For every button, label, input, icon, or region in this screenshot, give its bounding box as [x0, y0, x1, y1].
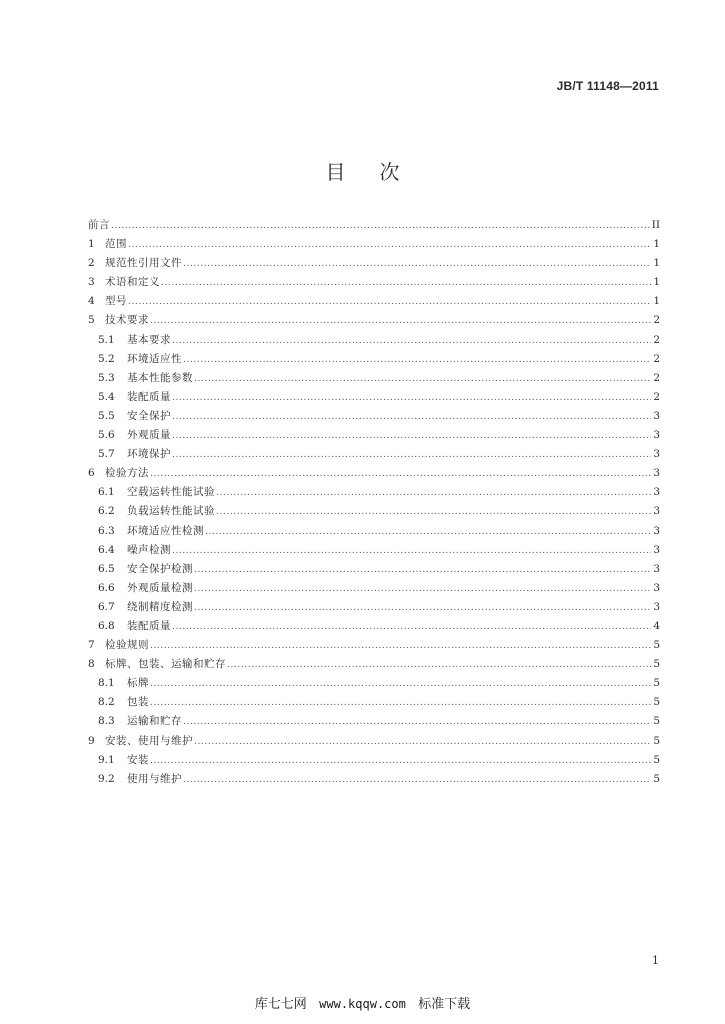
toc-entry[interactable]	[88, 541, 660, 560]
toc-entry-page: 5	[653, 772, 660, 785]
toc-entry-number: 6.7	[98, 600, 115, 613]
toc-entry-page: II	[651, 219, 660, 231]
toc-entry-number: 8.3	[98, 715, 115, 728]
toc-leader-dots	[150, 675, 651, 694]
toc-entry-label: 环境适应性检测	[127, 524, 204, 537]
toc-leader-dots	[150, 694, 651, 713]
toc-entry-label: 安全保护	[127, 409, 171, 422]
toc-entry-number: 9	[88, 734, 95, 747]
toc-entry-label: 安装	[127, 753, 149, 766]
toc-leader-dots	[150, 752, 651, 771]
toc-entry-number: 7	[88, 639, 95, 652]
toc-entry[interactable]	[88, 426, 660, 445]
toc-entry-number: 5	[88, 314, 95, 327]
toc-leader-dots	[183, 351, 651, 370]
toc-entry-page: 3	[653, 486, 660, 499]
toc-entry-page: 2	[653, 352, 660, 365]
toc-entry-label: 装配质量	[127, 390, 171, 403]
toc-entry[interactable]	[88, 464, 660, 483]
toc-entry-number: 6.4	[98, 543, 115, 556]
toc-entry-page: 3	[653, 467, 660, 480]
toc-entry-page: 4	[653, 619, 660, 632]
toc-entry[interactable]	[88, 732, 660, 751]
toc-entry[interactable]	[88, 369, 660, 388]
toc-leader-dots	[216, 503, 651, 522]
toc-entry[interactable]	[88, 273, 660, 292]
toc-entry-label: 检验方法	[105, 467, 149, 480]
toc-entry-page: 5	[653, 677, 660, 690]
toc-entry-label: 基本性能参数	[127, 371, 193, 384]
toc-leader-dots	[194, 599, 651, 618]
toc-entry[interactable]	[88, 655, 660, 674]
toc-leader-dots	[172, 542, 651, 561]
toc-leader-dots	[194, 370, 651, 389]
toc-entry-number: 2	[88, 257, 95, 270]
toc-leader-dots	[183, 713, 651, 732]
toc-entry-number: 6.1	[98, 486, 115, 499]
toc-entry-label: 标牌	[127, 677, 149, 690]
toc-leader-dots	[172, 389, 651, 408]
toc-entry-label: 安全保护检测	[127, 562, 193, 575]
standard-number: JB/T 11148—2011	[556, 79, 659, 93]
toc-entry-number: 6.3	[98, 524, 115, 537]
toc-entry-label: 术语和定义	[105, 276, 160, 289]
toc-entry[interactable]	[88, 311, 660, 330]
toc-entry-label: 环境适应性	[127, 352, 182, 365]
toc-entry-label: 标牌、包装、运输和贮存	[105, 658, 226, 671]
toc-entry-label: 使用与维护	[127, 772, 182, 785]
toc-leader-dots	[150, 465, 651, 484]
toc-entry-number: 3	[88, 276, 95, 289]
toc-entry-number: 8.1	[98, 677, 115, 690]
toc-entry-number: 1	[88, 238, 95, 251]
toc-entry[interactable]	[88, 407, 660, 426]
toc-entry-label: 规范性引用文件	[105, 257, 182, 270]
toc-entry[interactable]	[88, 712, 660, 731]
toc-entry-page: 3	[653, 429, 660, 442]
toc-entry-page: 3	[653, 543, 660, 556]
toc-entry-page: 1	[653, 257, 660, 270]
toc-entry-page: 2	[653, 371, 660, 384]
toc-entry-label: 环境保护	[127, 448, 171, 461]
toc-leader-dots	[172, 427, 651, 446]
toc-leader-dots	[172, 446, 651, 465]
toc-entry-number: 9.1	[98, 753, 115, 766]
toc-entry-page: 3	[653, 600, 660, 613]
toc-entry[interactable]	[88, 617, 660, 636]
toc-entry[interactable]	[88, 770, 660, 789]
toc-entry-label: 装配质量	[127, 619, 171, 632]
toc-leader-dots	[183, 771, 651, 790]
table-of-contents	[88, 216, 660, 789]
toc-leader-dots	[205, 523, 651, 542]
toc-entry-page: 3	[653, 505, 660, 518]
toc-entry-page: 3	[653, 524, 660, 537]
toc-entry-page: 2	[653, 390, 660, 403]
toc-entry[interactable]	[88, 598, 660, 617]
toc-entry-number: 6	[88, 467, 95, 480]
toc-entry-page: 3	[653, 562, 660, 575]
toc-leader-dots	[150, 312, 651, 331]
toc-entry-page: 5	[653, 734, 660, 747]
toc-entry-number: 5.4	[98, 390, 115, 403]
toc-entry-label: 负载运转性能试验	[127, 505, 215, 518]
toc-entry[interactable]	[88, 216, 660, 235]
toc-entry-number: 6.2	[98, 505, 115, 518]
toc-leader-dots	[227, 656, 651, 675]
toc-leader-dots	[172, 332, 651, 351]
toc-leader-dots	[183, 255, 651, 274]
toc-entry-page: 2	[653, 314, 660, 327]
toc-entry[interactable]	[88, 636, 660, 655]
toc-leader-dots	[111, 217, 651, 236]
toc-leader-dots	[172, 618, 651, 637]
toc-entry[interactable]	[88, 445, 660, 464]
toc-entry[interactable]	[88, 388, 660, 407]
toc-leader-dots	[128, 236, 651, 255]
toc-entry-page: 5	[653, 658, 660, 671]
toc-entry-label: 前言	[88, 219, 110, 231]
toc-entry[interactable]	[88, 331, 660, 350]
toc-entry-page: 5	[653, 715, 660, 728]
watermark-right: 标准下载	[418, 997, 471, 1012]
toc-entry-number: 9.2	[98, 772, 115, 785]
toc-entry-label: 检验规则	[105, 639, 149, 652]
toc-entry-number: 8	[88, 658, 95, 671]
toc-entry-page: 1	[653, 276, 660, 289]
toc-leader-dots	[172, 408, 651, 427]
page-title: 目次	[325, 160, 434, 184]
toc-entry-page: 5	[653, 753, 660, 766]
toc-entry-label: 绕制精度检测	[127, 600, 193, 613]
toc-entry[interactable]	[88, 292, 660, 311]
toc-leader-dots	[194, 561, 651, 580]
toc-entry-label: 噪声检测	[127, 543, 171, 556]
toc-leader-dots	[161, 274, 651, 293]
toc-entry[interactable]	[88, 522, 660, 541]
toc-entry[interactable]	[88, 693, 660, 712]
toc-entry[interactable]	[88, 502, 660, 521]
toc-entry-label: 空载运转性能试验	[127, 486, 215, 499]
toc-entry[interactable]	[88, 350, 660, 369]
toc-leader-dots	[150, 637, 651, 656]
toc-entry-label: 包装	[127, 696, 149, 709]
toc-entry-page: 5	[653, 696, 660, 709]
toc-entry-label: 安装、使用与维护	[105, 734, 193, 747]
toc-entry-number: 5.7	[98, 448, 115, 461]
toc-entry-number: 6.6	[98, 581, 115, 594]
toc-entry-page: 5	[653, 639, 660, 652]
toc-entry-number: 5.5	[98, 409, 115, 422]
toc-entry-page: 3	[653, 409, 660, 422]
toc-leader-dots	[194, 580, 651, 599]
toc-entry[interactable]	[88, 254, 660, 273]
toc-entry[interactable]	[88, 751, 660, 770]
toc-entry-number: 5.1	[98, 333, 115, 346]
toc-entry-number: 5.2	[98, 352, 115, 365]
toc-entry-label: 运输和贮存	[127, 715, 182, 728]
toc-entry-label: 范围	[105, 238, 127, 251]
toc-entry-number: 6.8	[98, 619, 115, 632]
toc-entry-label: 技术要求	[105, 314, 149, 327]
toc-entry-page: 1	[653, 238, 660, 251]
watermark-site: www.kqqw.com	[319, 997, 406, 1011]
toc-entry-label: 基本要求	[127, 333, 171, 346]
toc-entry-number: 6.5	[98, 562, 115, 575]
toc-entry[interactable]	[88, 674, 660, 693]
watermark-left: 库七七网	[254, 997, 307, 1012]
toc-entry-label: 外观质量	[127, 429, 171, 442]
toc-entry[interactable]	[88, 560, 660, 579]
watermark	[0, 993, 725, 1012]
toc-leader-dots	[216, 484, 651, 503]
toc-leader-dots	[128, 293, 651, 312]
toc-entry-number: 4	[88, 295, 95, 308]
page-number: 1	[652, 954, 659, 967]
toc-entry-label: 型号	[105, 295, 127, 308]
toc-entry[interactable]	[88, 483, 660, 502]
toc-entry[interactable]	[88, 579, 660, 598]
toc-entry-page: 3	[653, 581, 660, 594]
toc-entry-number: 8.2	[98, 696, 115, 709]
toc-leader-dots	[194, 733, 651, 752]
toc-entry-page: 1	[653, 295, 660, 308]
toc-entry[interactable]	[88, 235, 660, 254]
toc-entry-page: 2	[653, 333, 660, 346]
toc-entry-number: 5.3	[98, 371, 115, 384]
toc-entry-page: 3	[653, 448, 660, 461]
toc-entry-label: 外观质量检测	[127, 581, 193, 594]
toc-entry-number: 5.6	[98, 429, 115, 442]
